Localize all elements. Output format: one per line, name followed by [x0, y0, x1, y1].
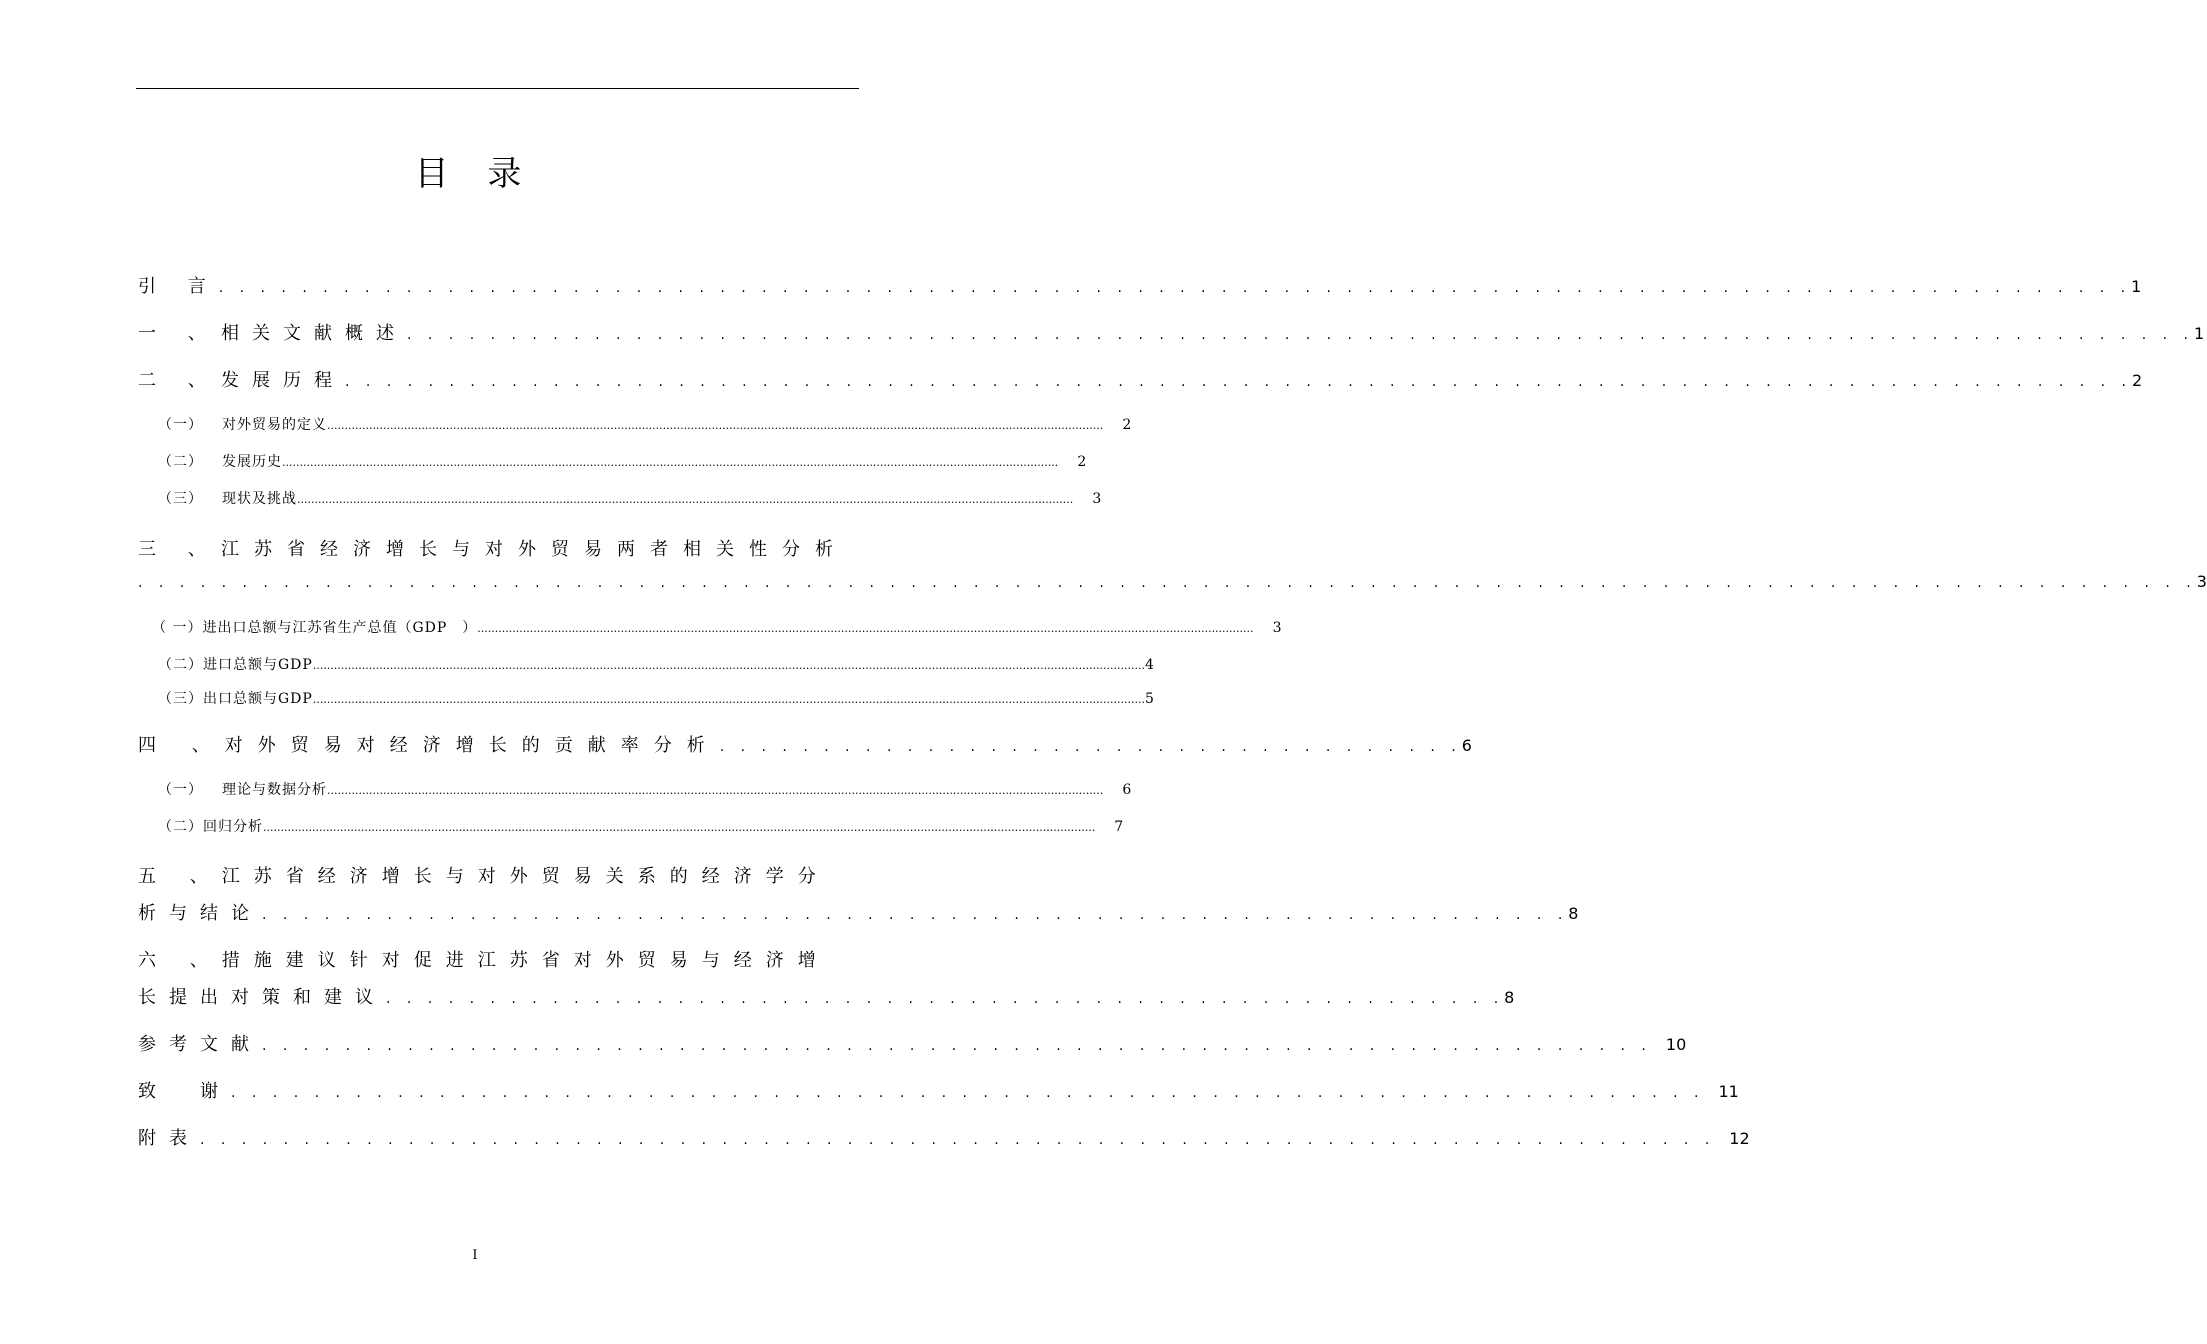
toc-entry-label: （ 一）进出口总额与江苏省生产总值（GDP ）: [152, 620, 478, 636]
toc-entry-number: 二 、: [138, 370, 219, 391]
toc-entry-label: 对外贸易的定义: [222, 417, 327, 433]
toc-entry-label: 五 、江苏省经济增长与对外贸易关系的经济学分: [138, 866, 830, 887]
toc-entry-section-2-2[interactable]: [158, 451, 1087, 471]
toc-entry-label: 六 、措施建议针对促进江苏省对外贸易与经济增: [138, 950, 830, 971]
toc-page-number: 1: [2193, 324, 2205, 343]
toc-entry-label: 发展历史: [222, 454, 282, 470]
toc-entry-number: 三 、: [138, 539, 219, 560]
toc-page-number: 3: [1092, 491, 1102, 507]
dot-leader: ..............................................................................................................................................................................................................................: [327, 784, 1104, 797]
toc-entry-label: 相关文献概述: [221, 323, 407, 344]
toc-entry-label: （二）进口总额与GDP: [158, 657, 313, 673]
dot-leader: . . . . . . . . . . . . . . . . . . . . . . . . . . . . . . . . . . . . . . . . . . . . . . . . . . . . . .: [386, 991, 1505, 1007]
toc-page-number: 11: [1718, 1082, 1739, 1101]
toc-entry-section-2-3[interactable]: [158, 488, 1102, 508]
dot-leader: . . . . . . . . . . . . . . . . . . . . . . . . . . . . . . . . . . . . . . . . . . . . . . . . . . . . . . . . . . . . . . .: [262, 907, 1569, 923]
toc-page-number: 6: [1122, 782, 1132, 798]
toc-entry-label: 参考文献: [138, 1034, 262, 1055]
dot-leader: ..............................................................................................................................................................................................................................: [297, 493, 1074, 506]
toc-entry-section-2[interactable]: [138, 366, 2143, 392]
toc-entry-label: 现状及挑战: [222, 491, 297, 507]
toc-entry-section-5[interactable]: [138, 862, 850, 888]
header-rule: [136, 88, 859, 89]
toc-entry-section-5-cont[interactable]: [138, 899, 1579, 925]
dot-leader: . . . . . . . . . . . . . . . . . . . . . . . . . . . . . . . . . . . . . . . . . . . . . . . . . . . . . . . . . . . . . . . . . . . . . . .: [231, 1085, 1705, 1101]
toc-page-number: 2: [1077, 454, 1087, 470]
toc-entry-label: （三）出口总额与GDP: [158, 691, 313, 707]
toc-page-number: 3: [2196, 572, 2207, 591]
toc-entry-number: （一）: [158, 782, 203, 798]
toc-entry-label: 附表: [138, 1128, 200, 1149]
toc-entry-label: 四 、对外贸易对经济增长的贡献率分析: [138, 735, 720, 756]
toc-page-number: 6: [1461, 736, 1472, 755]
toc-entry-label: 理论与数据分析: [222, 782, 327, 798]
toc-entry-section-1[interactable]: [138, 319, 2205, 345]
dot-leader: . . . . . . . . . . . . . . . . . . . . . . . . . . . . . . . . . . . . . . . . . . . . . . . . . . . . . . . . . . . . . . . . . . .: [262, 1038, 1652, 1054]
toc-page-number: 4: [1145, 657, 1154, 673]
toc-page-number: 8: [1568, 904, 1579, 923]
dot-leader: . . . . . . . . . . . . . . . . . . . . . . . . . . . . . . . . . . . .: [719, 739, 1462, 755]
toc-page-number: 12: [1729, 1129, 1750, 1148]
page-number-footer: I: [472, 1248, 478, 1263]
dot-leader: . . . . . . . . . . . . . . . . . . . . . . . . . . . . . . . . . . . . . . . . . . . . . . . . . . . . . . . . . . . . . . . . . . . . . . . . . . . . . . . . . . . . . . . . . . . . . . . . . . .: [138, 575, 2197, 591]
toc-page-number: 3: [1272, 620, 1282, 636]
dot-leader: ..............................................................................................................................................................................................................................: [327, 419, 1104, 432]
toc-entry-section-3[interactable]: [138, 535, 850, 561]
toc-entry-section-6-cont[interactable]: [138, 983, 1515, 1009]
toc-entry-section-6[interactable]: [138, 946, 850, 972]
toc-entry-section-3-1[interactable]: [152, 617, 1282, 637]
toc-entry-intro[interactable]: [138, 272, 2142, 298]
dot-leader: . . . . . . . . . . . . . . . . . . . . . . . . . . . . . . . . . . . . . . . . . . . . . . . . . . . . . . . . . . . . . . . . . . . . . . . . .: [200, 1132, 1716, 1148]
toc-entry-appendix[interactable]: [138, 1124, 1750, 1150]
toc-page-number: 5: [1145, 691, 1154, 707]
toc-entry-label: 发展历程: [221, 370, 345, 391]
toc-page-number: 2: [2131, 371, 2143, 390]
toc-entry-number: 一 、: [138, 323, 219, 344]
toc-entry-acknowledgements[interactable]: [138, 1077, 1739, 1103]
dot-leader: . . . . . . . . . . . . . . . . . . . . . . . . . . . . . . . . . . . . . . . . . . . . . . . . . . . . . . . . . . . . . . . . . . . . . . . . . . . . . . . . . . . . . .: [345, 374, 2132, 390]
toc-page-number: 10: [1665, 1035, 1687, 1054]
toc-entry-references[interactable]: [138, 1030, 1687, 1056]
toc-entry-section-2-1[interactable]: [158, 414, 1132, 434]
dot-leader: . . . . . . . . . . . . . . . . . . . . . . . . . . . . . . . . . . . . . . . . . . . . . . . . . . . . . . . . . . . . . . . . . . . . . . . . . . . . . . . . . . . . . . . . . . . .: [218, 280, 2132, 296]
toc-entry-label: 引 言: [138, 276, 219, 297]
toc-entry-number: （二）: [158, 454, 203, 470]
toc-entry-label: （二）回归分析: [158, 819, 263, 835]
toc-entry-label: 致 谢: [138, 1081, 231, 1102]
toc-entry-section-3-3[interactable]: [158, 688, 1154, 708]
dot-leader: ..............................................................................................................................................................................................................................: [477, 622, 1254, 635]
toc-page-number: 7: [1114, 819, 1124, 835]
toc-page-number: 2: [1122, 417, 1132, 433]
toc-entry-section-3-leader[interactable]: [138, 572, 2207, 591]
toc-page-number: 8: [1504, 988, 1515, 1007]
toc-entry-section-3-2[interactable]: [158, 654, 1154, 674]
toc-entry-section-4[interactable]: [138, 731, 1472, 757]
toc-title: 目 录: [414, 154, 536, 194]
dot-leader: . . . . . . . . . . . . . . . . . . . . . . . . . . . . . . . . . . . . . . . . . . . . . . . . . . . . . . . . . . . . . . . . . . . . . . . . . . . . . . . . . . . . . .: [407, 327, 2194, 343]
toc-page-number: 1: [2131, 277, 2142, 296]
dot-leader: ..............................................................................................................................................................................................................................: [282, 456, 1059, 469]
dot-leader: ..............................................................................................................................................................................................................................................: [312, 659, 1146, 672]
toc-entry-section-4-1[interactable]: [158, 779, 1132, 799]
dot-leader: ..............................................................................................................................................................................................................................................: [263, 821, 1096, 834]
toc-entry-label: 析与结论: [138, 903, 262, 924]
toc-entry-label: 江苏省经济增长与对外贸易两者相关性分析: [221, 539, 848, 560]
toc-entry-label: 长提出对策和建议: [138, 987, 386, 1008]
dot-leader: ..............................................................................................................................................................................................................................................: [312, 693, 1146, 706]
toc-entry-number: （一）: [158, 417, 203, 433]
toc-entry-number: （三）: [158, 491, 203, 507]
toc-entry-section-4-2[interactable]: [158, 816, 1124, 836]
